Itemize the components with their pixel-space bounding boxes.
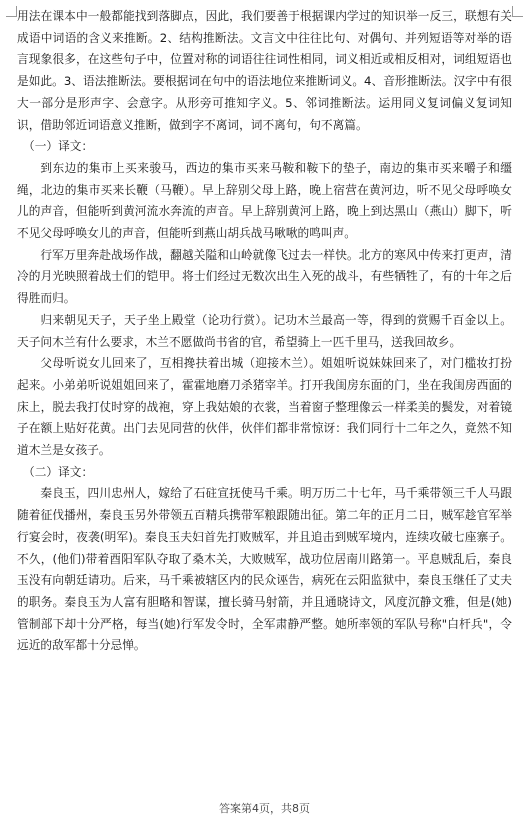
- paragraph-translation-1d: 父母听说女儿回来了，互相搀扶着出城（迎接木兰）。姐姐听说妹妹回来了，对门槛妆打扮起来。小弟弟听说姐姐回来了，霍霍地磨刀杀猪宰羊。打开我闺房东面的门，坐在我闺房西面的床上，脱去我打仗时穿的战袍，穿上我姑娘的衣裳，当着窗子整理像云一样柔美的鬓发，对着镜子在额上贴好花黄。出门去见同营的伙伴，伙伴们都非常惊讶：我们同行十二年之久，竟然不知道木兰是女孩子。: [17, 356, 512, 458]
- crop-mark-top-right: [512, 6, 523, 17]
- page-footer: 答案第4页，共8页: [219, 802, 310, 815]
- paragraph-translation-2: 秦良玉，四川忠州人，嫁给了石砫宣抚使马千乘。明万历二十七年，马千乘带领三千人马跟随着征伐播州，秦良玉另外带领五百精兵携带军粮跟随出征。第二年的正月二日，贼军趁官军举行宴会时，夜袭(明军)。秦良玉夫妇首先打败贼军，并且追击到贼军境内，连续攻破七座寨子。不久，(他们)带着酉阳军队夺取了桑木关，大败贼军，战功位居南川路第一。平息贼乱后，秦良玉没有向朝廷请功。后来，马千乘被辖区内的民众诬告，病死在云阳监狱中，秦良玉继任了丈夫的职务。秦良玉为人富有胆略和智谋，擅长骑马射箭，并且通晓诗文，风度沉静文雅，但是(她)管制部下却十分严格，每当(她)行军发令时，全军肃静严整。她所率领的军队号称"白杆兵"，令远近的敌军都十分忌惮。: [17, 486, 512, 653]
- crop-mark-top-left: [6, 6, 17, 17]
- section-heading-2: （二）译文：: [23, 464, 94, 479]
- answer-text-body: [17, 6, 512, 657]
- paragraph-translation-1c: 归来朝见天子，天子坐上殿堂（论功行赏）。记功木兰最高一等，得到的赏赐千百金以上。天子问木兰有什么要求，木兰不愿做尚书省的官，希望骑上一匹千里马，送我回故乡。: [17, 312, 512, 349]
- section-heading-1: （一）译文：: [23, 139, 94, 154]
- paragraph-translation-1b: 行军万里奔赴战场作战，翻越关隘和山岭就像飞过去一样快。北方的寒风中传来打更声，清冷的月光映照着战士们的铠甲。将士们经过无数次出生入死的战斗，有些牺牲了，有的十年之后得胜而归。: [17, 247, 512, 306]
- paragraph-inference-methods: 用法在课本中一般都能找到落脚点，因此，我们要善于根据课内学过的知识举一反三，联想有关成语中词语的含义来推断。2、结构推断法。文言文中往往比句、对偶句、并列短语等对举的语言现象很多，在这些句子中，位置对称的词语往往词性相同，词义相近或相反相对，词组短语也是如此。3、语法推断法。要根据词在句中的语法地位来推断词义。4、音形推断法。汉字中有很大一部分是形声字、会意字。从形旁可推知字义。5、邻词推断法。运用同义复词偏义复词知识，借助邻近词语意义推断，做到字不离词，词不离句，句不离篇。: [17, 9, 512, 132]
- paragraph-translation-1a: 到东边的集市上买来骏马，西边的集市买来马鞍和鞍下的垫子，南边的集市买来嚼子和缰绳，北边的集市买来长鞭（马鞭）。早上辞别父母上路，晚上宿营在黄河边，听不见父母呼唤女儿的声音，但能听到黄河流水奔流的声音。早上辞别黄河上路，晚上到达黑山（燕山）脚下，听不见父母呼唤女儿的声音，但能听到燕山胡兵战马啾啾的鸣叫声。: [17, 160, 512, 241]
